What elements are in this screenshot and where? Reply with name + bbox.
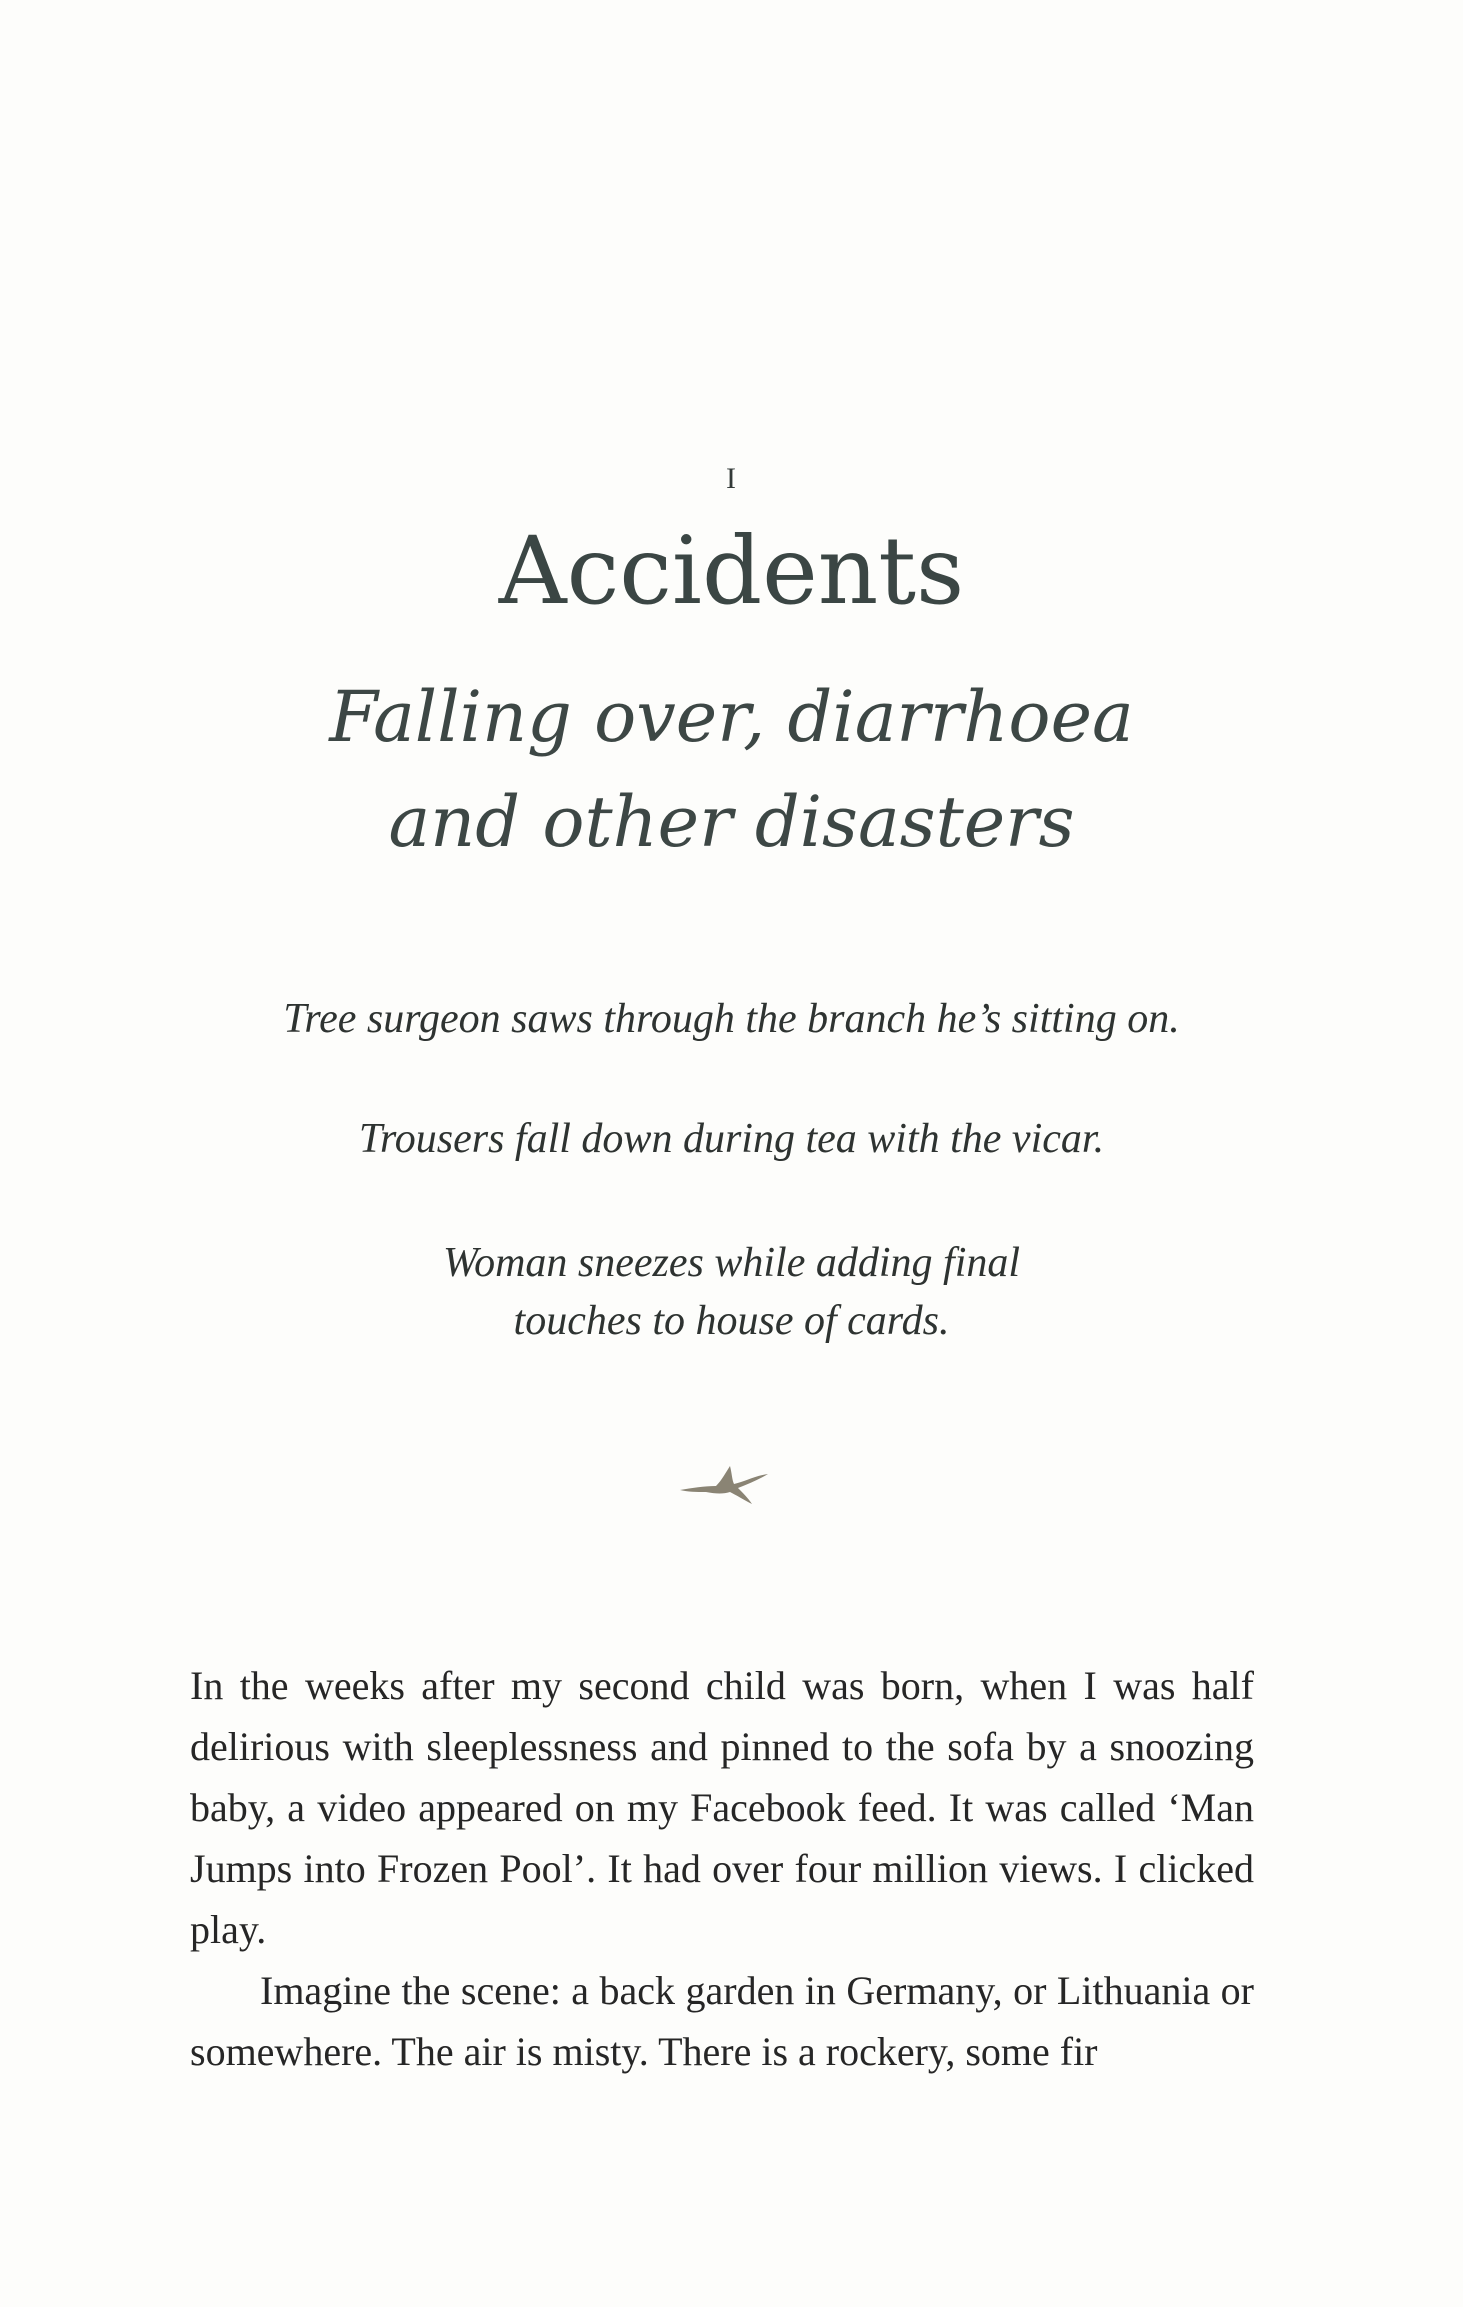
body-paragraph: Imagine the scene: a back garden in Germany, or Lithuania or somewhere. The air is misty. There is a rockery, some fir [190,1968,1254,2074]
epigraph [0,1110,1463,1168]
epigraph [0,990,1463,1048]
bird-flourish-icon [676,1462,772,1508]
epigraph-line: Trousers fall down during tea with the vicar. [358,1116,1105,1162]
chapter-subtitle [0,665,1463,875]
body-paragraph: In the weeks after my second child was born, when I was half delirious with sleeplessness and pinned to the sofa by a snoozing baby, a video appeared on my Facebook feed. It was called ‘Man Jumps into Frozen Pool’. It had over four million views. I clicked play. [190,1663,1254,1952]
chapter-number: I [726,462,737,495]
epigraph-line: Woman sneezes while adding final [442,1240,1021,1286]
chapter-subtitle-line: Falling over, diarrhoea [329,676,1134,758]
epigraph [0,1234,1463,1350]
epigraph-line: touches to house of cards. [513,1298,950,1344]
body-text [190,1655,1254,2082]
chapter-title: Accidents [498,517,965,626]
epigraph-line: Tree surgeon saws through the branch he’s sitting on. [283,996,1180,1042]
chapter-subtitle-line: and other disasters [388,781,1075,863]
